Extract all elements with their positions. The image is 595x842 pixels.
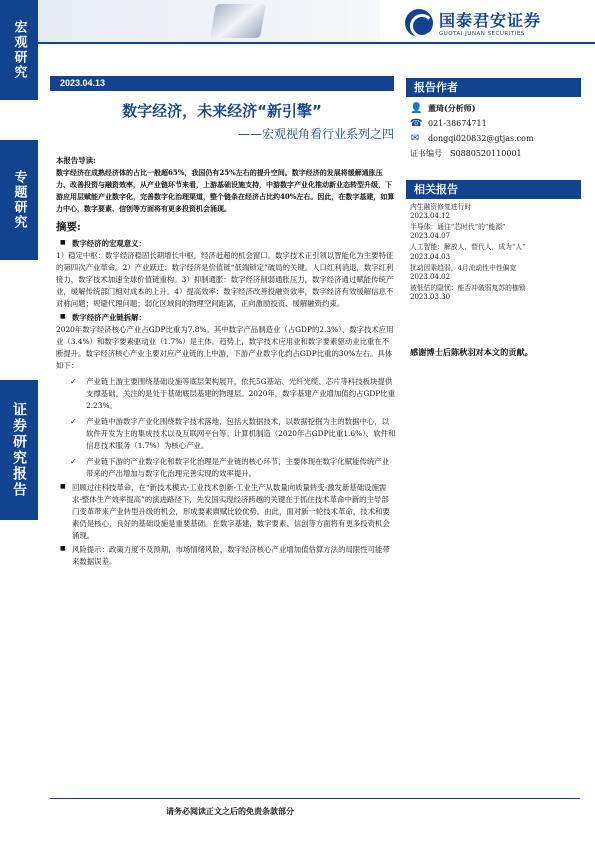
related-heading: 相关报告 <box>406 180 581 199</box>
related-date: 2023.04.02 <box>410 272 451 281</box>
related-item[interactable]: 半导体：通往“芯时代”的“能源” <box>410 223 506 232</box>
acknowledgement: 感谢博士后陈秋羽对本文的贡献。 <box>410 347 533 357</box>
related-panel <box>406 180 581 303</box>
related-item[interactable]: 内生融资修复进行时 <box>410 203 472 211</box>
header-banner <box>38 0 380 42</box>
logo-name-en: GUOTAI JUNAN SECURITIES <box>439 31 525 37</box>
logo-name-cn: 国泰君安证券 <box>439 11 542 30</box>
author-heading: 报告作者 <box>406 78 581 97</box>
related-date: 2023.04.03 <box>410 252 451 261</box>
mail-icon: ✉ <box>410 132 420 144</box>
abstract-section-chain: ■ 数字经济产业链拆解： <box>56 312 396 324</box>
side-label-special: 专题研究 <box>0 140 38 260</box>
author-panel <box>406 78 581 161</box>
author-phone: 021-38674711 <box>428 119 487 128</box>
guide-heading: 本报告导读: <box>56 156 96 165</box>
footer-disclaimer: 请务必阅读正文之后的免责条款部分 <box>166 806 294 816</box>
report-subtitle: ——宏观视角看行业系列之四 <box>237 127 394 141</box>
report-date: 2023.04.13 <box>50 76 394 91</box>
abstract-heading: 摘要: <box>56 221 81 234</box>
person-icon: 👤 <box>410 102 423 114</box>
side-label-macro: 宏观研究 <box>0 0 38 100</box>
main-content <box>56 155 396 568</box>
related-item[interactable]: 人工智能：解放人，替代人，成为“人” <box>410 243 526 252</box>
related-date: 2023.04.07 <box>410 232 451 241</box>
phone-icon: ☎ <box>410 117 423 129</box>
related-item[interactable]: 被低估的隐忧：能否冲破弱复苏的枷锁 <box>410 283 526 292</box>
guide-text: 数字经济在成熟经济体的占比一般超65%，我国仍有25%左右的提升空间。数字经济的发展将缓解通胀压力、改善投资与融资效率，从产业链环节来看，上游基础设施支持，中游数字产业化推动新业态转型升级，下游应用层赋能产业数字化，完善数字化治理渠道，整个链条在经济占比约40%左右。因此，在数字基建，如算力中心，数字要素、信创等方面将有更多投资机会涌现。 <box>56 167 395 214</box>
abstract-paragraph-macro: 1）稳定中枢：数字经济稳固长期增长中枢，经济赶超的机会窗口。数字技术正引领以智能化为主要特征的第四次产业革命。2）产业跃迁：数字经济是价值链“低端锁定”破局的关键。人口红利消退，数字红利接力，数字技术加速全球价值链重构。3）抑制通胀：数字经济削弱通胀压力，数字经济通过赋能传统产业，缓解传统部门相对成本的上升。4）提高效率：数字经济改善投融资效率，数字经济有效缓解信息不对称问题；规避代理问题；弱化区域间的物理空间距离，正向激励投资、缓解融资约束。 <box>56 251 394 309</box>
related-date: 2023.03.30 <box>410 292 451 301</box>
author-email[interactable]: dongqi020832@gtjas.com <box>428 134 534 143</box>
header-divider <box>38 42 595 44</box>
abstract-paragraph-chain: 2020年数字经济核心产业占GDP比重为7.8%。其中数字产品制造业（占GDP的2.3%）、数字技术应用业（3.4%）和数字要素驱动业（1.7%）是主体。趋势上，数字技术应用业和数字要素驱动业比重在不断提升。数字经济核心产业主要对应产业链的上中游，下游产业数字化约占GDP比重的30%左右。具体如下： <box>56 325 394 370</box>
diamond-graphic <box>210 4 266 38</box>
risk-warning: ■ 风险提示：政策力度不及预期，市场情绪风险，数字经济核心产业增加值估算方法的局限性可能带来数据误差。 <box>56 544 396 568</box>
abstract-section-macro: ■ 数字经济的宏观意义： <box>56 238 396 250</box>
related-item[interactable]: 扰动因素趋弱，4月流动性中性偏宽 <box>410 263 517 272</box>
author-name: 董琦(分析师) <box>428 103 476 113</box>
cert-label: 证书编号 <box>410 149 442 158</box>
company-logo <box>405 8 541 37</box>
side-column <box>0 0 38 842</box>
logo-icon <box>405 9 433 37</box>
related-date: 2023.04.12 <box>410 212 451 221</box>
side-label-report: 证券研究报告 <box>0 380 38 520</box>
abstract-paragraph-history: ■ 回顾过往科技革命，在“新技术模式-工业技术创新-工业生产从数量向质量转变-激发新基础设施需求-整体生产效率提高”的演进路径下，先发国实现经济跨越的关键在于抓住技术革命中新的主导部门变革带来产业转型升级的机会，形成要素禀赋比较优势。由此，面对新一轮技术革命，技术和要素仍是核心，良好的基础设施是重要基础。在数字基建，数字要素、信创等方面将有更多投资机会涌现。 <box>56 482 396 542</box>
chain-midstream: ✓ 产业链中游数字产业化围绕数字技术落地，包括大数据技术，以数据挖掘为主的数据中心，以软件开发为主的集成技术以及互联网平台等。计算机制造（2020年占GDP比重1.6%）、软件和信息技术服务（1.7%）为核心产业。 <box>56 416 396 452</box>
cert-number: S0880520110001 <box>450 149 522 158</box>
footer-divider <box>50 798 580 799</box>
report-title: 数字经济，未来经济“新引擎” <box>122 102 322 120</box>
chain-upstream: ✓ 产业链上游主要围绕基础设施等底层架构展开，依托5G基站、光纤光缆、芯片等科技板块提供支撑基础，关注的是处于基础底层基建的物理层。2020年，数字基建产业增加值约占GDP比重2.23%。 <box>56 376 396 412</box>
chain-downstream: ✓ 产业链下游的产业数字化和数字化治理是产业链的核心环节，主要体现在数字化赋能传统产业带来的产出增加与数字化治理完善实现的效率提升。 <box>56 456 396 480</box>
